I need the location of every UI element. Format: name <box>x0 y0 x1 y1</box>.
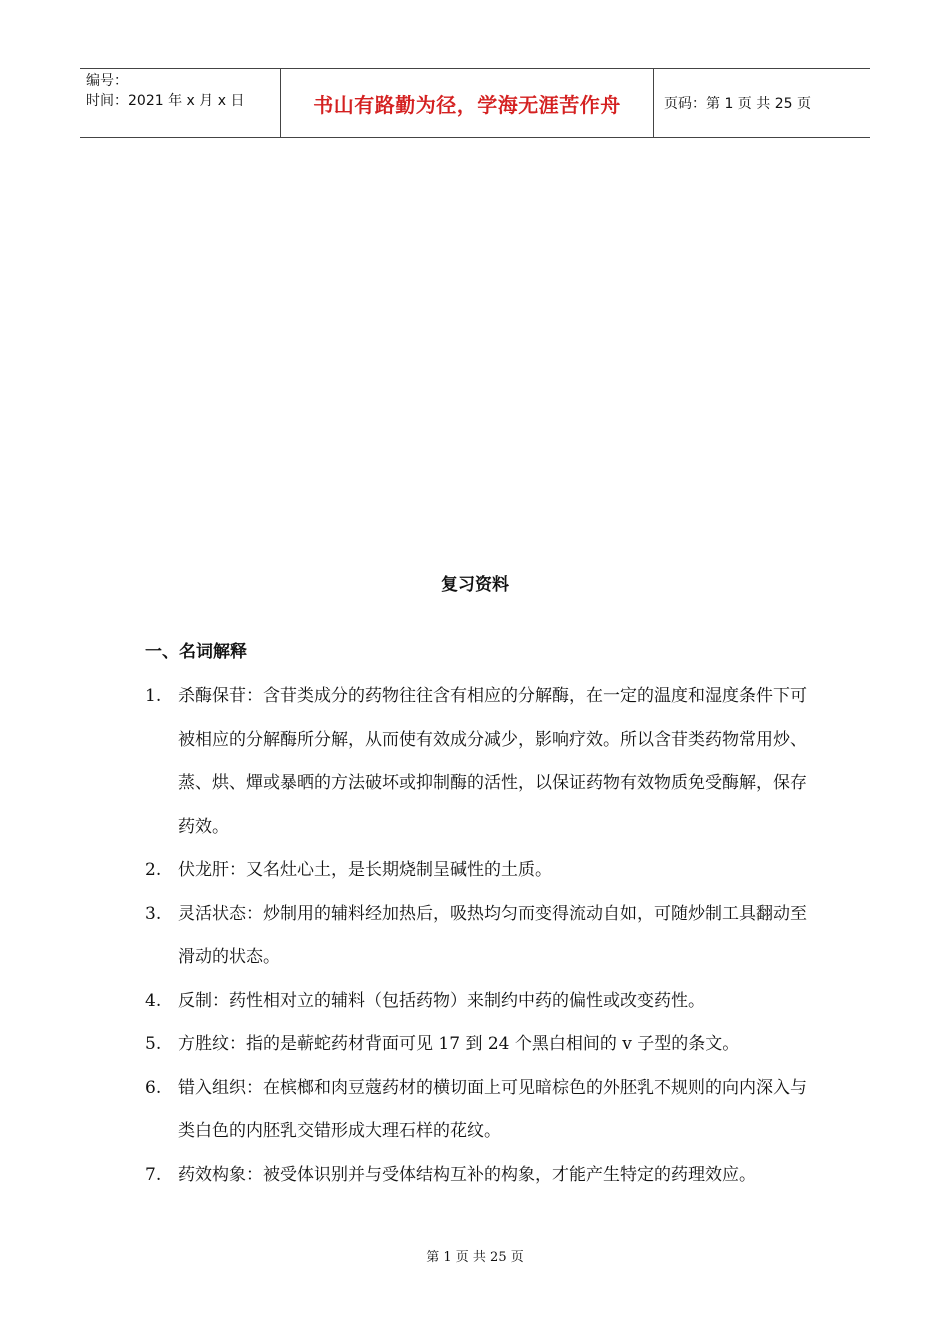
document-header <box>80 68 870 138</box>
item-text: 灵活状态：炒制用的辅料经加热后，吸热均匀而变得流动自如，可随炒制工具翻动至滑动的状态。 <box>178 903 807 967</box>
list-item <box>145 849 810 893</box>
page-info: 页码：第 1 页 共 25 页 <box>664 96 811 112</box>
item-text: 反制：药性相对立的辅料（包括药物）来制约中药的偏性或改变药性。 <box>178 990 705 1011</box>
header-meta <box>80 69 280 137</box>
list-item <box>145 1023 810 1067</box>
item-text: 杀酶保苷：含苷类成分的药物往往含有相应的分解酶，在一定的温度和湿度条件下可被相应的分解酶所分解，从而使有效成分减少，影响疗效。所以含苷类药物常用炒、蒸、烘、燀或暴晒的方法破坏或抑制酶的活性，以保证药物有效物质免受酶解，保存药效。 <box>178 686 807 837</box>
item-number: 4. <box>145 990 162 1011</box>
item-text: 伏龙肝：又名灶心土，是长期烧制呈碱性的土质。 <box>178 860 552 880</box>
item-text: 药效构象：被受体识别并与受体结构互补的构象，才能产生特定的药理效应。 <box>178 1164 756 1185</box>
header-page-info <box>654 69 870 137</box>
document-title: 复习资料 <box>441 575 509 595</box>
number-label: 编号： <box>86 73 128 89</box>
term-list <box>145 675 810 1197</box>
item-number: 1. <box>145 686 162 706</box>
list-item <box>145 1067 810 1154</box>
list-item <box>145 675 810 849</box>
item-number: 2. <box>145 860 162 880</box>
header-motto-cell <box>280 69 654 137</box>
item-number: 6. <box>145 1077 162 1098</box>
item-text: 错入组织：在槟榔和肉豆蔻药材的横切面上可见暗棕色的外胚乳不规则的向内深入与类白色的内胚乳交错形成大理石样的花纹。 <box>178 1077 807 1141</box>
item-number: 3. <box>145 903 162 924</box>
motto: 书山有路勤为径，学海无涯苦作舟 <box>313 92 621 117</box>
item-text: 方胜纹：指的是蕲蛇药材背面可见 17 到 24 个黑白相间的 v 子型的条文。 <box>178 1034 740 1054</box>
section-heading: 一、名词解释 <box>145 642 247 662</box>
time-label: 时间：2021 年 x 月 x 日 <box>86 93 245 109</box>
page-footer: 第 1 页 共 25 页 <box>426 1250 524 1265</box>
item-number: 7. <box>145 1164 162 1185</box>
item-number: 5. <box>145 1034 162 1054</box>
list-item <box>145 980 810 1024</box>
list-item <box>145 893 810 980</box>
list-item <box>145 1154 810 1198</box>
